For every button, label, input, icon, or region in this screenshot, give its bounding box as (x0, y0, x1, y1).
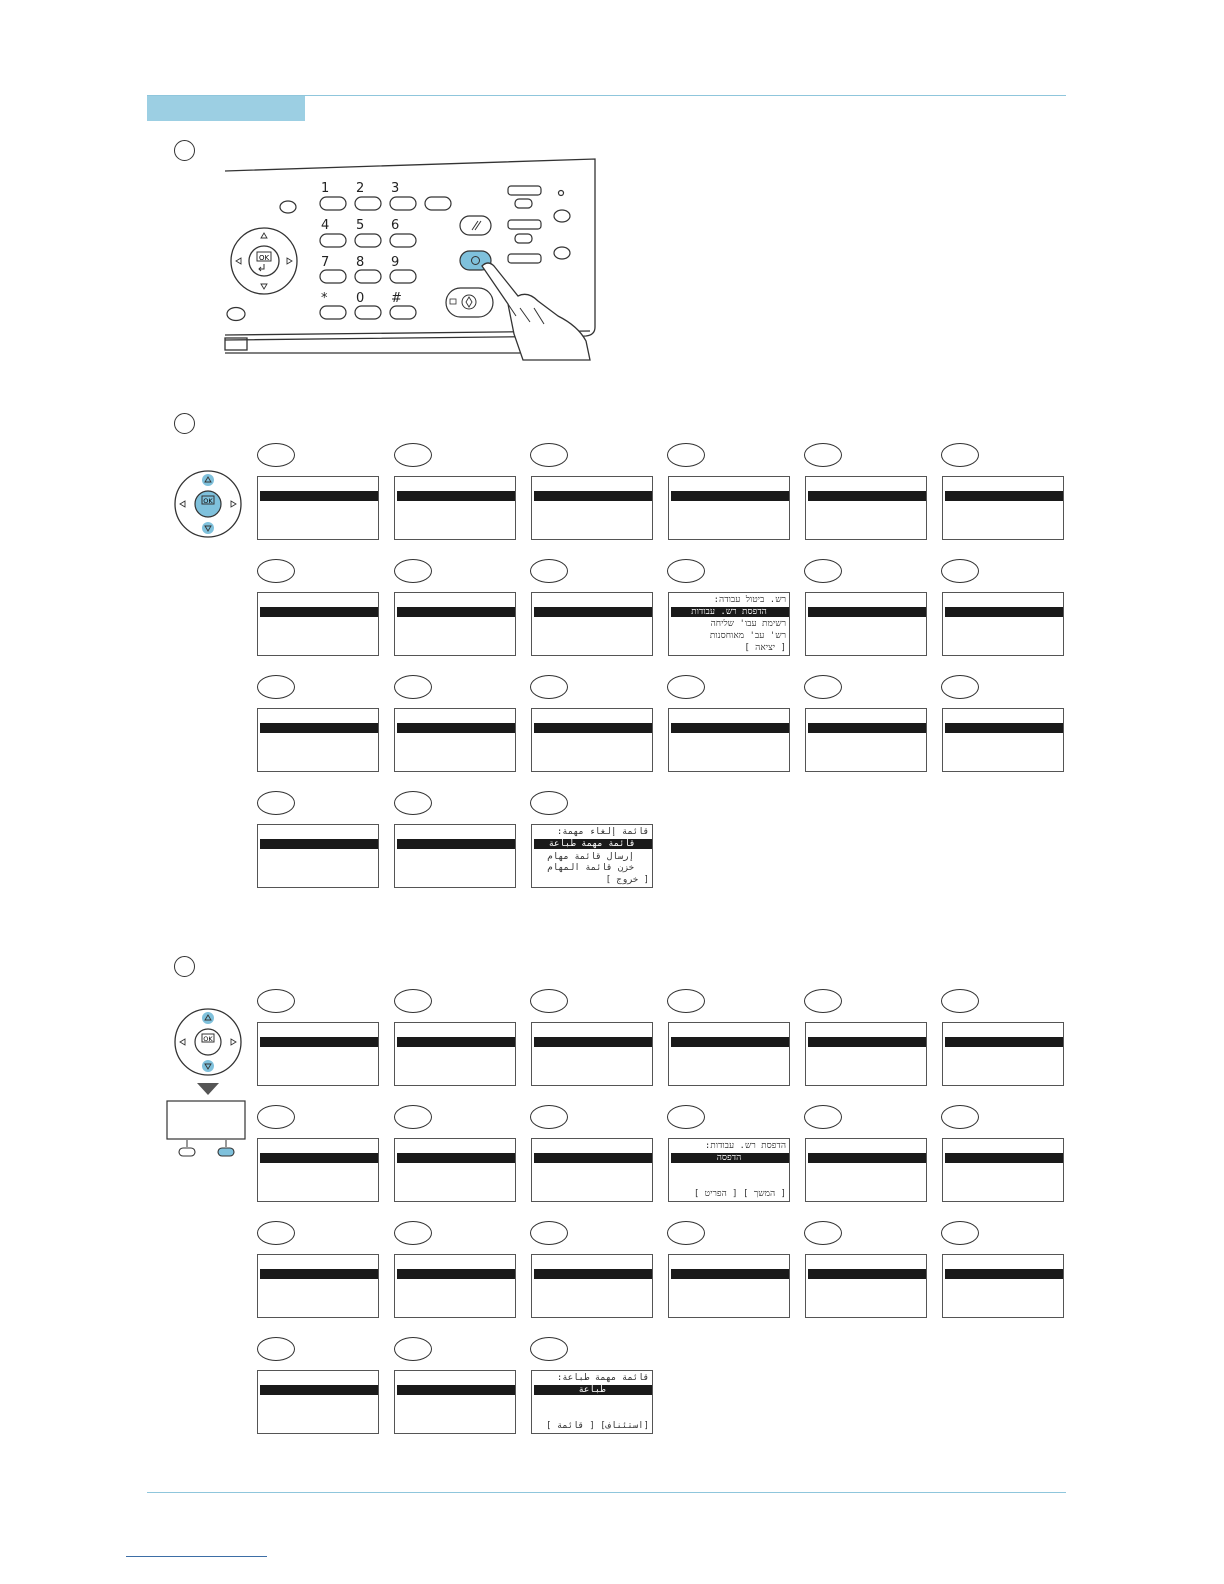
lang-oval (530, 559, 568, 583)
footnote-rule (126, 1556, 267, 1557)
lang-oval (804, 559, 842, 583)
lang-oval (941, 1221, 979, 1245)
lcd-screen (531, 1254, 653, 1318)
lang-oval (667, 443, 705, 467)
lang-oval (394, 1221, 432, 1245)
lcd-screen (805, 592, 927, 656)
lcd-screen (257, 824, 379, 888)
lang-oval (257, 1105, 295, 1129)
lang-oval (257, 443, 295, 467)
lang-oval (394, 1337, 432, 1361)
lcd-screen (257, 1022, 379, 1086)
lang-oval (530, 989, 568, 1013)
lcd-title: רש. ביטול עבודה: (713, 595, 786, 605)
lang-oval (941, 989, 979, 1013)
lang-oval (667, 1221, 705, 1245)
nav-wheel-step1[interactable] (228, 225, 300, 297)
key-label-8: 8 (356, 255, 365, 270)
lang-oval (941, 1105, 979, 1129)
lcd-screen-print-list-arabic (531, 1370, 653, 1434)
lcd-screen (942, 476, 1064, 540)
lang-oval (257, 1337, 295, 1361)
lang-oval (941, 443, 979, 467)
lcd-screen (257, 592, 379, 656)
lcd-line: خزن قائمة المهام (547, 863, 634, 873)
lcd-screen (394, 1022, 516, 1086)
lang-oval (530, 1105, 568, 1129)
key-label-star: * (321, 291, 328, 306)
lcd-line: إرسال قائمة مهام (547, 852, 634, 862)
lcd-screen-cancel-menu-arabic (531, 824, 653, 888)
lang-oval (804, 989, 842, 1013)
ok-label-1: OK (258, 254, 270, 262)
lang-oval (941, 559, 979, 583)
lcd-screen (257, 476, 379, 540)
lcd-screen (668, 1254, 790, 1318)
lcd-screen (942, 1138, 1064, 1202)
lcd-highlight: הדפסה (716, 1153, 742, 1163)
lcd-screen-print-list-hebrew (668, 1138, 790, 1202)
lcd-highlight: طباعة (578, 1385, 606, 1395)
nav-wheel-step2[interactable] (172, 468, 244, 540)
lcd-footer: [ خروج ] (605, 875, 649, 885)
lang-oval (530, 1221, 568, 1245)
key-label-1: 1 (321, 181, 330, 196)
lcd-line: רשימת עבו' שליחה (710, 619, 786, 629)
lcd-screen-cancel-menu-hebrew (668, 592, 790, 656)
lang-oval (667, 675, 705, 699)
key-label-6: 6 (391, 218, 400, 233)
lang-oval-hebrew (667, 1105, 705, 1129)
small-button-left-bottom[interactable] (225, 306, 247, 322)
footer-rule (147, 1492, 1066, 1493)
lang-oval (530, 675, 568, 699)
lang-oval-arabic (530, 791, 568, 815)
key-label-2: 2 (356, 181, 365, 196)
lang-oval (394, 559, 432, 583)
lcd-screen (942, 1254, 1064, 1318)
lang-oval-hebrew (667, 559, 705, 583)
display-with-softkeys[interactable] (166, 1100, 248, 1160)
down-arrow-icon (196, 1082, 220, 1096)
key-label-0: 0 (356, 291, 365, 306)
lcd-screen (394, 476, 516, 540)
lcd-screen (805, 1022, 927, 1086)
lang-oval (394, 791, 432, 815)
lcd-screen (805, 476, 927, 540)
lcd-screen (394, 708, 516, 772)
reset-button[interactable] (458, 214, 494, 238)
lcd-screen (531, 476, 653, 540)
lcd-footer: [ יציאה ] (744, 643, 786, 653)
lcd-screen (394, 824, 516, 888)
lcd-screen (257, 1138, 379, 1202)
lcd-screen (257, 1254, 379, 1318)
lcd-screen (394, 1254, 516, 1318)
lang-oval (804, 1105, 842, 1129)
lang-oval (257, 559, 295, 583)
lcd-screen (805, 1254, 927, 1318)
lcd-screen (805, 1138, 927, 1202)
lang-oval (394, 443, 432, 467)
lcd-screen (805, 708, 927, 772)
nav-wheel-step3[interactable] (172, 1006, 244, 1078)
keypad-buttons[interactable] (318, 195, 458, 320)
lcd-screen (394, 592, 516, 656)
lcd-screen (942, 1022, 1064, 1086)
lcd-title: قائمة مهمة طباعة: (556, 1373, 649, 1383)
step-3-marker (174, 956, 195, 977)
lcd-highlight: قائمة مهمة طباعة (548, 839, 636, 849)
lcd-screen (531, 1138, 653, 1202)
lang-oval (804, 675, 842, 699)
lcd-screen (668, 476, 790, 540)
lang-oval (394, 1105, 432, 1129)
key-label-9: 9 (391, 255, 400, 270)
lcd-screen (394, 1138, 516, 1202)
lcd-line: רש' עב' מאוחסנות (709, 631, 786, 641)
lcd-screen (531, 708, 653, 772)
lcd-screen (257, 1370, 379, 1434)
lcd-title: הדפסת רש. עבודות: (704, 1141, 786, 1151)
lang-oval (257, 791, 295, 815)
svg-text:OK: OK (203, 497, 213, 505)
lcd-screen (668, 1022, 790, 1086)
lcd-highlight: הדפסת רש. עבודות (691, 607, 767, 617)
lang-oval (257, 989, 295, 1013)
lang-oval (394, 989, 432, 1013)
key-label-7: 7 (321, 255, 330, 270)
lcd-footer: [استئناف] [ قائمة ] (546, 1421, 649, 1431)
section-tab (147, 96, 305, 121)
lcd-screen (257, 708, 379, 772)
lang-oval (804, 443, 842, 467)
step-1-marker (174, 140, 195, 161)
step-2-marker (174, 413, 195, 434)
lcd-screen (942, 708, 1064, 772)
svg-text:OK: OK (203, 1035, 213, 1043)
lang-oval (530, 443, 568, 467)
lang-oval (257, 675, 295, 699)
pressing-hand (478, 256, 593, 364)
lcd-screen (394, 1370, 516, 1434)
small-button-left-top[interactable] (278, 200, 298, 214)
lcd-title: قائمة إلغاء مهمة: (556, 827, 649, 837)
key-label-hash: # (391, 291, 402, 306)
key-label-3: 3 (391, 181, 400, 196)
lang-oval (941, 675, 979, 699)
lcd-screen (531, 592, 653, 656)
lang-oval (804, 1221, 842, 1245)
lcd-screen (531, 1022, 653, 1086)
lang-oval-arabic (530, 1337, 568, 1361)
lang-oval (667, 989, 705, 1013)
lcd-screen (942, 592, 1064, 656)
lang-oval (394, 675, 432, 699)
lcd-footer: [ המשך ] [ הפריט ] (693, 1189, 786, 1199)
key-label-4: 4 (321, 218, 330, 233)
lcd-screen (668, 708, 790, 772)
lang-oval (257, 1221, 295, 1245)
key-label-5: 5 (356, 218, 365, 233)
